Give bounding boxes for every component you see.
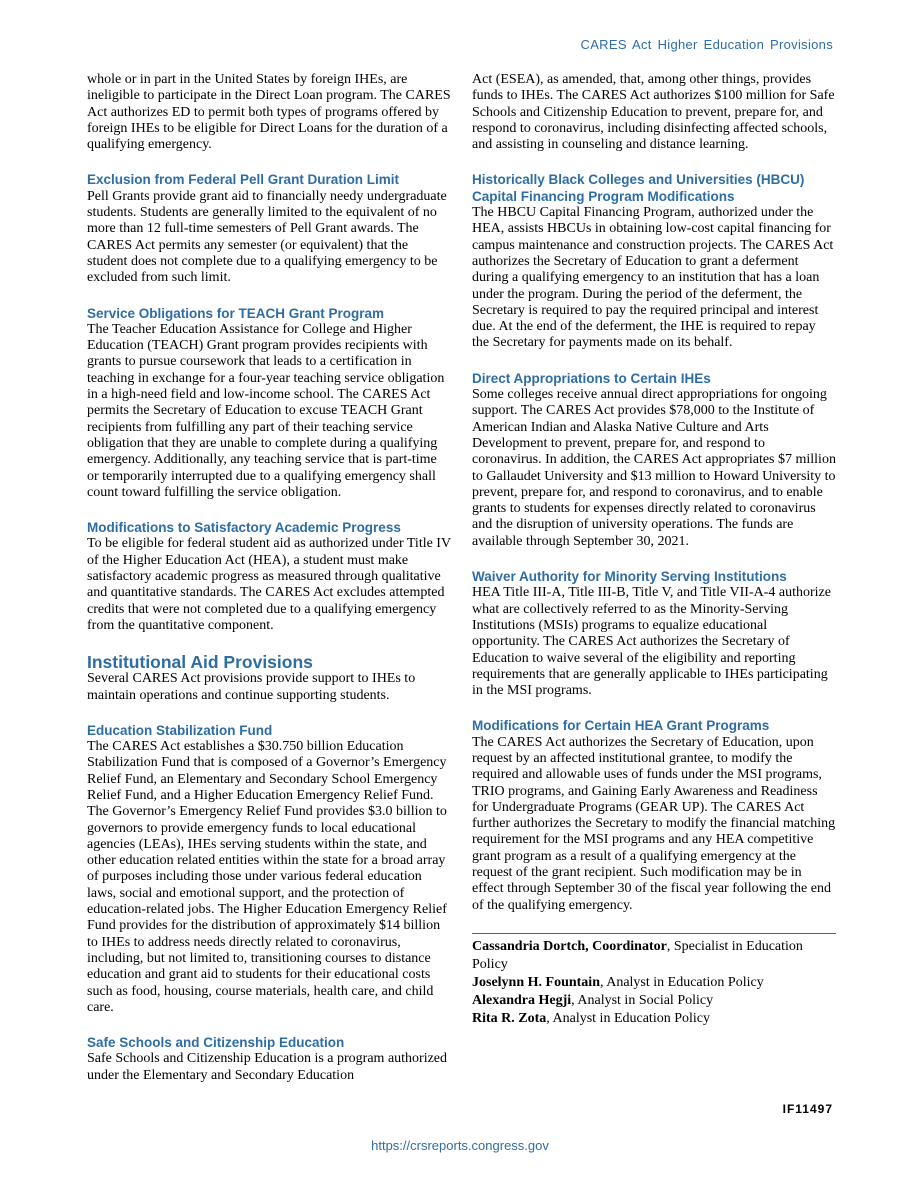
author-line — [472, 1010, 836, 1028]
author-role: , Analyst in Education Policy — [599, 974, 764, 990]
footer-url[interactable]: https://crsreports.congress.gov — [371, 1138, 549, 1153]
right-column — [472, 72, 836, 1028]
author-divider — [472, 933, 836, 934]
section-body: Safe Schools and Citizenship Education is a program authorized under the Elementary and Secondary Education — [87, 1051, 448, 1083]
section-body: The HBCU Capital Financing Program, authorized under the HEA, assists HBCUs in obtaining low-cost capital financing for campus maintenance and construction projects. The CARES Act authorizes the Secretary of Education to grant a deferment during a qualifying emergency to an institution that has a loan under the program. During the period of the deferment, the Secretary is required to pay the required principal and interest due. At the end of the deferment, the IHE is required to repay the Secretary for payments made on its behalf. — [472, 205, 834, 351]
section-msi-waiver — [472, 569, 836, 699]
section-heading: Modifications for Certain HEA Grant Programs — [472, 718, 770, 734]
section-heading: Waiver Authority for Minority Serving Institutions — [472, 569, 787, 585]
section-body: HEA Title III-A, Title III-B, Title V, and Title VII-A-4 authorize what are collectively referred to as the Minority-Serving Institutions (MSIs) programs to equalize educational opportunity. The CARES Act authorizes the Secretary of Education to waive several of the eligibility and reporting requirements that are generally applicable to IHEs participating in the MSI programs. — [472, 585, 831, 699]
running-header: CARES Act Higher Education Provisions — [580, 37, 833, 52]
author-name: Rita R. Zota — [472, 1010, 547, 1026]
section-institutional-aid — [87, 653, 451, 704]
author-name: Joselynn H. Fountain — [472, 974, 600, 990]
author-role: , Analyst in Education Policy — [546, 1010, 710, 1026]
author-role: , Analyst in Social Policy — [571, 992, 714, 1008]
section-hbcu — [472, 172, 836, 351]
section-heading: Education Stabilization Fund — [87, 722, 273, 738]
author-line — [472, 974, 836, 992]
section-heading: Safe Schools and Citizenship Education — [87, 1035, 345, 1051]
section-body: The CARES Act establishes a $30.750 billion Education Stabilization Fund that is composed of a Governor’s Emergency Relief Fund, an Elementary and Secondary School Emergency Relief Fund, and a Higher Education Emergency Relief Fund. The Governor’s Emergency Relief Fund provides $3.0 billion to governors to provide emergency funds to local educational agencies (LEAs), IHEs serving students within the state, and other education related entities within the state for a broad array of purposes including those under various federal education laws, social and emotional support, and the protection of education-related jobs. The Higher Education Emergency Relief Fund provides for the distribution of approximately $14 billion to IHEs to address needs directly related to coronavirus, including, but not limited to, transitioning courses to distance education and grant aid to students for their educational costs such as food, housing, course materials, health care, and child care. — [87, 739, 447, 1015]
section-intro: Several CARES Act provisions provide support to IHEs to maintain operations and continue supporting students. — [87, 671, 416, 703]
report-id: IF11497 — [782, 1102, 833, 1116]
section-heading: Exclusion from Federal Pell Grant Duration Limit — [87, 172, 400, 188]
section-body: To be eligible for federal student aid as authorized under Title IV of the Higher Education Act (HEA), a student must make satisfactory academic progress as measured through qualitative and quantitative standards. The CARES Act excludes attempted credits that were not completed due to a qualifying emergency from the quantitative component. — [87, 536, 451, 633]
section-body: Some colleges receive annual direct appropriations for ongoing support. The CARES Act provides $78,000 to the Institute of American Indian and Alaska Native Culture and Arts Development to prevent, prepare for, and respond to coronavirus. In addition, the CARES Act appropriates $7 million to Gallaudet University and $13 million to Howard University to prevent, prepare for, and respond to coronavirus, and to enable grants to students for expenses directly related to coronavirus and the disruption of university operations. The funds are available through September 30, 2021. — [472, 387, 836, 549]
author-name: Cassandria Dortch, Coordinator — [472, 938, 667, 954]
section-heading: Historically Black Colleges and Universities (HBCU) Capital Financing Program Modifications — [472, 172, 805, 204]
section-heading: Modifications to Satisfactory Academic Progress — [87, 520, 401, 536]
author-line — [472, 938, 836, 974]
continued-paragraph: whole or in part in the United States by foreign IHEs, are ineligible to participate in the Direct Loan program. The CARES Act authorizes ED to permit both types of programs offered by foreign IHEs to be eligible for Direct Loans for the duration of a qualifying emergency. — [87, 72, 451, 153]
author-line — [472, 992, 836, 1010]
author-role: , Specialist in Education Policy — [472, 938, 803, 972]
section-heading: Direct Appropriations to Certain IHEs — [472, 370, 711, 386]
section-heading: Service Obligations for TEACH Grant Program — [87, 305, 385, 321]
section-body: The CARES Act authorizes the Secretary of Education, upon request by an affected institutional grantee, to modify the required and allowable uses of funds under the MSI programs, TRIO programs, and Gaining Early Awareness and Readiness for Undergraduate Programs (GEAR UP). The CARES Act further authorizes the Secretary to modify the financial matching requirement for the MSI programs and any HEA competitive grant program as a result of a qualifying emergency at the request of the grant recipient. Such modification may be in effect through September 30 of the fiscal year following the end of the qualifying emergency. — [472, 734, 836, 913]
section-direct-appropriations — [472, 371, 836, 550]
section-body: The Teacher Education Assistance for College and Higher Education (TEACH) Grant program provides recipients with grants to pursue coursework that leads to a certification in teaching in exchange for a four-year teaching service obligation in a high-need field and low-income school. The CARES Act permits the Secretary of Education to excuse TEACH Grant recipients from fulfilling any part of their teaching service obligation that they are unable to complete during a qualifying emergency. Additionally, any teaching service that is part-time or temporarily interrupted due to a qualifying emergency shall count toward fulfilling the service obligation. — [87, 321, 445, 500]
section-pell-duration — [87, 172, 451, 286]
section-teach-grant — [87, 306, 451, 502]
author-list — [472, 938, 836, 1028]
continued-paragraph: Act (ESEA), as amended, that, among other things, provides funds to IHEs. The CARES Act authorizes $100 million for Safe Schools and Citizenship Education to prevent, prepare for, and respond to coronavirus, including disinfecting affected schools, and assisting in counseling and distance learning. — [472, 72, 835, 153]
section-esf — [87, 723, 451, 1016]
section-safe-schools — [87, 1035, 451, 1084]
section-sap — [87, 520, 451, 634]
left-column — [87, 72, 451, 1103]
section-hea-grants — [472, 718, 836, 914]
author-name: Alexandra Hegji — [472, 992, 572, 1008]
section-body: Pell Grants provide grant aid to financially needy undergraduate students. Students are generally limited to the equivalent of no more than 12 full-time semesters of Pell Grant awards. The CARES Act permits any semester (or equivalent) that the student does not complete due to a qualifying emergency to be excluded from such limit. — [87, 188, 447, 286]
main-heading: Institutional Aid Provisions — [87, 652, 313, 673]
